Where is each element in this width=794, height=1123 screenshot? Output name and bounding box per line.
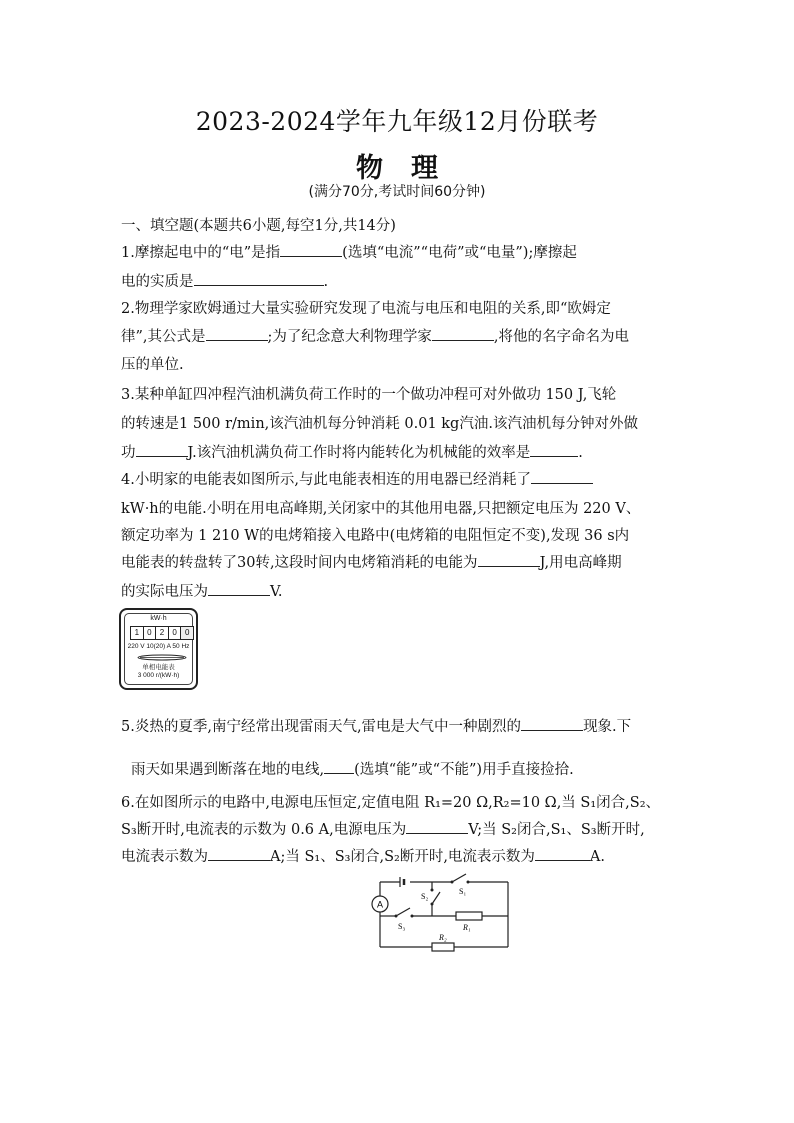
exam-title: 2023-2024学年九年级12月份联考 xyxy=(195,107,599,136)
switch-s2-label: S₂ xyxy=(421,892,429,901)
question-2-line-1: 2.物理学家欧姆通过大量实验研究发现了电流与电压和电阻的关系,即“欧姆定 xyxy=(121,301,611,317)
answer-blank[interactable] xyxy=(535,846,590,861)
electricity-meter-figure xyxy=(119,608,198,690)
question-6-line-3: 电流表示数为 A;当 S₁、S₃闭合,S₂断开时,电流表示数为 A. xyxy=(121,845,701,866)
answer-blank[interactable] xyxy=(280,242,342,257)
meter-frame xyxy=(124,613,193,685)
answer-blank[interactable] xyxy=(531,469,593,484)
question-2-line-3: 压的单位. xyxy=(121,357,184,373)
question-4-line-1: 4.小明家的电能表如图所示,与此电能表相连的用电器已经消耗了 xyxy=(121,468,701,489)
resistor-r1-label: R₁ xyxy=(463,923,471,932)
meter-digit: 0 xyxy=(169,627,182,639)
subject-title: 物理 xyxy=(356,153,466,184)
meter-disc-icon xyxy=(135,654,189,661)
answer-blank[interactable] xyxy=(478,552,540,567)
answer-blank[interactable] xyxy=(432,326,494,341)
answer-blank[interactable] xyxy=(194,271,324,286)
battery-icon xyxy=(400,877,404,887)
meter-unit: kW·h xyxy=(150,615,167,622)
answer-blank[interactable] xyxy=(530,442,578,457)
meter-digit: 0 xyxy=(144,627,157,639)
question-4-line-5: 的实际电压为 V. xyxy=(121,580,701,601)
ammeter-label: A xyxy=(376,899,384,910)
answer-blank[interactable] xyxy=(136,442,188,457)
meter-rating: 220 V 10(20) A 50 Hz xyxy=(127,643,190,650)
question-6-line-2: S₃断开时,电流表的示数为 0.6 A,电源电压为 V;当 S₂闭合,S₁、S₃断开时, xyxy=(121,818,701,839)
question-4-line-3: 额定功率为 1 210 W的电烤箱接入电路中(电烤箱的电阻恒定不变),发现 36 s内 xyxy=(121,528,630,544)
answer-blank[interactable] xyxy=(324,759,354,774)
resistor-r2-label: R₂ xyxy=(439,933,447,942)
meter-constant: 3 000 r/(kW·h) xyxy=(137,672,180,679)
question-1-line-1: 1.摩擦起电中的“电”是指 (选填“电流”“电荷”或“电量”);摩擦起 xyxy=(121,241,701,262)
meter-reading xyxy=(130,626,194,640)
meter-digit: 2 xyxy=(156,627,169,639)
resistor-r2-icon xyxy=(432,943,454,951)
switch-s1-icon xyxy=(451,874,470,884)
question-6-line-1: 6.在如图所示的电路中,电源电压恒定,定值电阻 R₁=20 Ω,R₂=10 Ω,当 S₁闭合,S₂、 xyxy=(121,795,661,811)
switch-s2-icon xyxy=(431,889,441,906)
meter-digit: 1 xyxy=(131,627,144,639)
circuit-diagram xyxy=(360,872,520,958)
question-3-line-1: 3.某种单缸四冲程汽油机满负荷工作时的一个做功冲程可对外做功 150 J,飞轮 xyxy=(121,387,617,403)
question-2-line-2: 律”,其公式是 ;为了纪念意大利物理学家 ,将他的名字命名为电 xyxy=(121,325,701,346)
answer-blank[interactable] xyxy=(208,581,270,596)
meter-digit: 0 xyxy=(181,627,193,639)
exam-note: (满分70分,考试时间60分钟) xyxy=(308,184,486,200)
switch-s1-label: S₁ xyxy=(459,887,467,896)
answer-blank[interactable] xyxy=(406,819,468,834)
meter-name: 单相电能表 xyxy=(142,664,175,671)
question-4-line-2: kW·h的电能.小明在用电高峰期,关闭家中的其他用电器,只把额定电压为 220 V、 xyxy=(121,501,641,517)
answer-blank[interactable] xyxy=(206,326,268,341)
resistor-r1-icon xyxy=(456,912,482,920)
section-heading: 一、填空题(本题共6小题,每空1分,共14分) xyxy=(121,218,396,234)
question-5-line-1: 5.炎热的夏季,南宁经常出现雷雨天气,雷电是大气中一种剧烈的 现象.下 xyxy=(121,715,701,736)
question-4-line-4: 电能表的转盘转了30转,这段时间内电烤箱消耗的电能为 J,用电高峰期 xyxy=(121,551,701,572)
question-1-line-2: 电的实质是 . xyxy=(121,270,701,291)
switch-s3-label: S₃ xyxy=(398,922,406,931)
switch-s3-icon xyxy=(395,908,414,918)
question-3-line-3: 功 J.该汽油机满负荷工作时将内能转化为机械能的效率是 . xyxy=(121,441,701,462)
answer-blank[interactable] xyxy=(208,846,270,861)
question-3-line-2: 的转速是1 500 r/min,该汽油机每分钟消耗 0.01 kg汽油.该汽油机每分钟对外做 xyxy=(121,416,638,432)
answer-blank[interactable] xyxy=(521,716,583,731)
question-5-line-2: 雨天如果遇到断落在地的电线, (选填“能”或“不能”)用手直接捡拾. xyxy=(131,758,711,779)
